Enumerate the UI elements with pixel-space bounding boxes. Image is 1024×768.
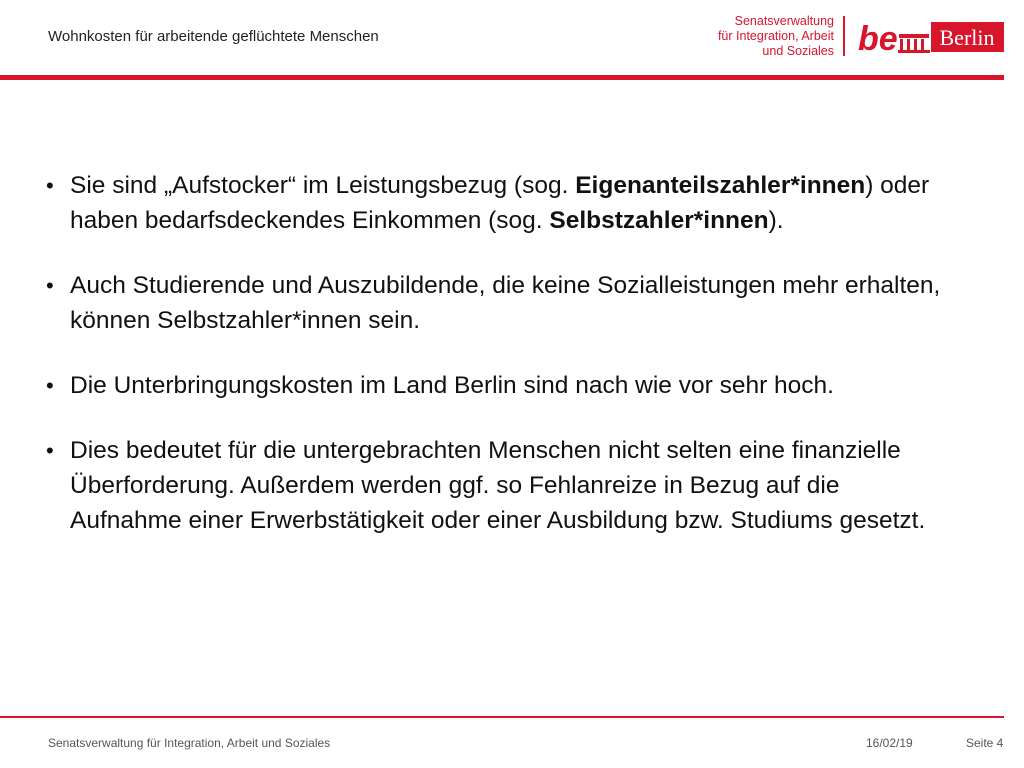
slide-header-title: Wohnkosten für arbeitende geflüchtete Menschen <box>48 28 379 45</box>
page-number: Seite 4 <box>966 736 1004 750</box>
header-divider <box>843 16 845 56</box>
header-rule <box>0 75 1004 80</box>
organization-name <box>718 14 834 59</box>
org-line: Senatsverwaltung <box>734 14 834 28</box>
brandenburg-gate-icon <box>898 34 930 53</box>
bullet-item: • Auch Studierende und Auszubildende, die keine Sozialleistungen mehr erhalten, können Selbstzahler*innen sein. <box>44 268 944 338</box>
bullet-item: • Sie sind „Aufstocker“ im Leistungsbezug (sog. Eigenanteilszahler*innen) oder haben bedarfsdeckendes Einkommen (sog. Selbstzahler*innen). <box>44 168 944 238</box>
slide-body <box>44 168 944 568</box>
be-berlin-logo <box>858 18 1006 58</box>
bullet-item: • Die Unterbringungskosten im Land Berlin sind nach wie vor sehr hoch. <box>44 368 944 403</box>
org-line: und Soziales <box>762 44 834 58</box>
logo-be-text: be <box>858 20 898 58</box>
logo-berlin-text: Berlin <box>939 25 995 50</box>
footer-date: 16/02/19 <box>866 736 913 750</box>
org-line: für Integration, Arbeit <box>717 29 834 43</box>
footer-rule <box>0 716 1004 718</box>
bullet-item: • Dies bedeutet für die untergebrachten Menschen nicht selten eine finanzielle Überforderung. Außerdem werden ggf. so Fehlanreize in Bezug auf die Aufnahme einer Erwerbstätigkeit oder einer Ausbildung bzw. Studiums gesetzt. <box>44 433 944 538</box>
footer-organization: Senatsverwaltung für Integration, Arbeit und Soziales <box>48 736 331 750</box>
